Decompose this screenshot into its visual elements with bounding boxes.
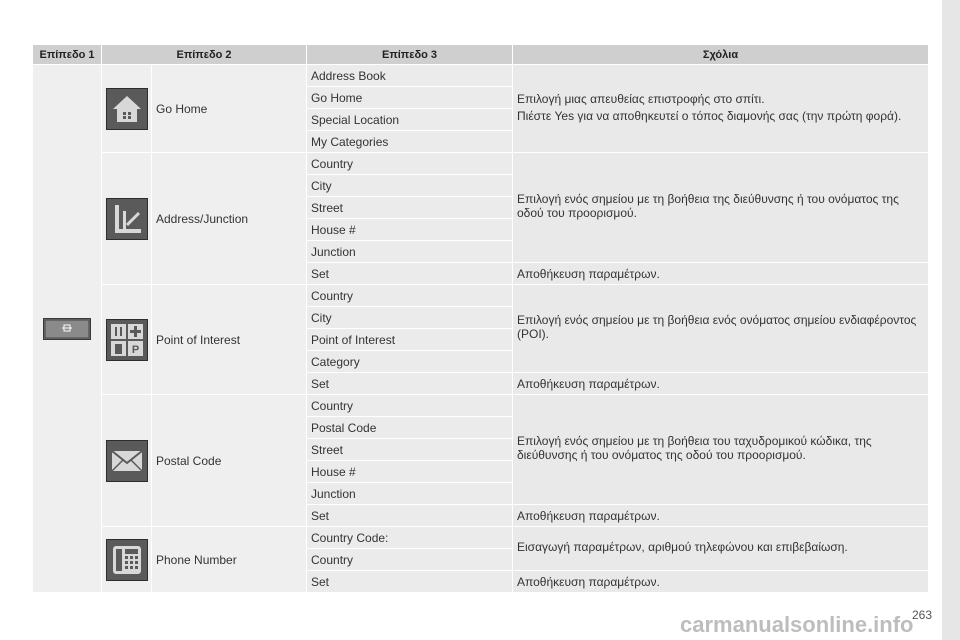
header-level3: Επίπεδο 3 bbox=[307, 45, 513, 65]
level3-item: Special Location bbox=[307, 109, 513, 131]
level1-cell bbox=[33, 65, 102, 593]
set-comment: Αποθήκευση παραμέτρων. bbox=[513, 571, 929, 593]
level3-item: House # bbox=[307, 461, 513, 483]
level2-phone-number: Phone Number bbox=[152, 527, 307, 593]
section-icon-cell bbox=[102, 395, 152, 527]
level3-set: Set bbox=[307, 373, 513, 395]
poi-icon bbox=[106, 319, 148, 361]
comment-cell bbox=[513, 527, 929, 571]
level3-item: City bbox=[307, 307, 513, 329]
comment-cell bbox=[513, 153, 929, 263]
level3-item: Junction bbox=[307, 241, 513, 263]
level3-item: Go Home bbox=[307, 87, 513, 109]
header-level2: Επίπεδο 2 bbox=[102, 45, 307, 65]
navigation-key-icon bbox=[43, 318, 91, 340]
comment-text: Εισαγωγή παραμέτρων, αριθμού τηλεφώνου και επιβεβαίωση. bbox=[517, 540, 848, 554]
svg-text:P: P bbox=[131, 343, 140, 356]
level3-item: Category bbox=[307, 351, 513, 373]
level3-item: Junction bbox=[307, 483, 513, 505]
navigation-menu-table bbox=[32, 44, 929, 593]
level3-item: Country bbox=[307, 395, 513, 417]
level2-go-home: Go Home bbox=[152, 65, 307, 153]
envelope-icon bbox=[106, 440, 148, 482]
level3-item: My Categories bbox=[307, 131, 513, 153]
table-row bbox=[33, 395, 929, 417]
set-comment: Αποθήκευση παραμέτρων. bbox=[513, 263, 929, 285]
level3-item: City bbox=[307, 175, 513, 197]
phone-icon bbox=[106, 539, 148, 581]
comment-text: Επιλογή ενός σημείου με τη βοήθεια ενός ονόματος σημείου ενδιαφέροντος (POI). bbox=[517, 313, 917, 341]
header-level1: Επίπεδο 1 bbox=[33, 45, 102, 65]
level3-item: Postal Code bbox=[307, 417, 513, 439]
level3-item: Street bbox=[307, 439, 513, 461]
section-icon-cell bbox=[102, 285, 152, 395]
comment-text: Επιλογή ενός σημείου με τη βοήθεια του ταχυδρομικού κώδικα, της διεύθυνσης ή του ονόματος της οδού του προορισμού. bbox=[517, 434, 872, 462]
junction-icon bbox=[106, 198, 148, 240]
level3-set: Set bbox=[307, 263, 513, 285]
table-row bbox=[33, 285, 929, 307]
comment-cell bbox=[513, 285, 929, 373]
level3-item: Country Code: bbox=[307, 527, 513, 549]
table-header-row bbox=[33, 45, 929, 65]
level2-postal-code: Postal Code bbox=[152, 395, 307, 527]
comment-text: Πιέστε Yes για να αποθηκευτεί ο τόπος διαμονής σας (την πρώτη φορά). bbox=[517, 108, 902, 123]
level3-item: House # bbox=[307, 219, 513, 241]
level2-address-junction: Address/Junction bbox=[152, 153, 307, 285]
level3-item: Country bbox=[307, 153, 513, 175]
comment-text: Επιλογή ενός σημείου με τη βοήθεια της διεύθυνσης ή του ονόματος της οδού του προορισμού. bbox=[517, 192, 899, 220]
level3-set: Set bbox=[307, 505, 513, 527]
set-comment: Αποθήκευση παραμέτρων. bbox=[513, 373, 929, 395]
level3-item: Street bbox=[307, 197, 513, 219]
comment-cell bbox=[513, 65, 929, 153]
level3-item: Country bbox=[307, 549, 513, 571]
level3-item: Address Book bbox=[307, 65, 513, 87]
page-number: 263 bbox=[911, 608, 932, 622]
section-icon-cell bbox=[102, 153, 152, 285]
home-icon bbox=[106, 88, 148, 130]
table-row bbox=[33, 65, 929, 87]
level3-set: Set bbox=[307, 571, 513, 593]
comment-cell bbox=[513, 395, 929, 505]
level3-item: Point of Interest bbox=[307, 329, 513, 351]
level2-point-of-interest: Point of Interest bbox=[152, 285, 307, 395]
table-row bbox=[33, 153, 929, 175]
set-comment: Αποθήκευση παραμέτρων. bbox=[513, 505, 929, 527]
level3-item: Country bbox=[307, 285, 513, 307]
table-row bbox=[33, 527, 929, 549]
comment-text: Επιλογή μιας απευθείας επιστροφής στο σπίτι. bbox=[517, 91, 765, 106]
watermark: carmanualsonline.info bbox=[680, 612, 914, 637]
section-icon-cell bbox=[102, 527, 152, 593]
page-edge-bar bbox=[942, 0, 960, 640]
section-icon-cell bbox=[102, 65, 152, 153]
header-comments: Σχόλια bbox=[513, 45, 929, 65]
